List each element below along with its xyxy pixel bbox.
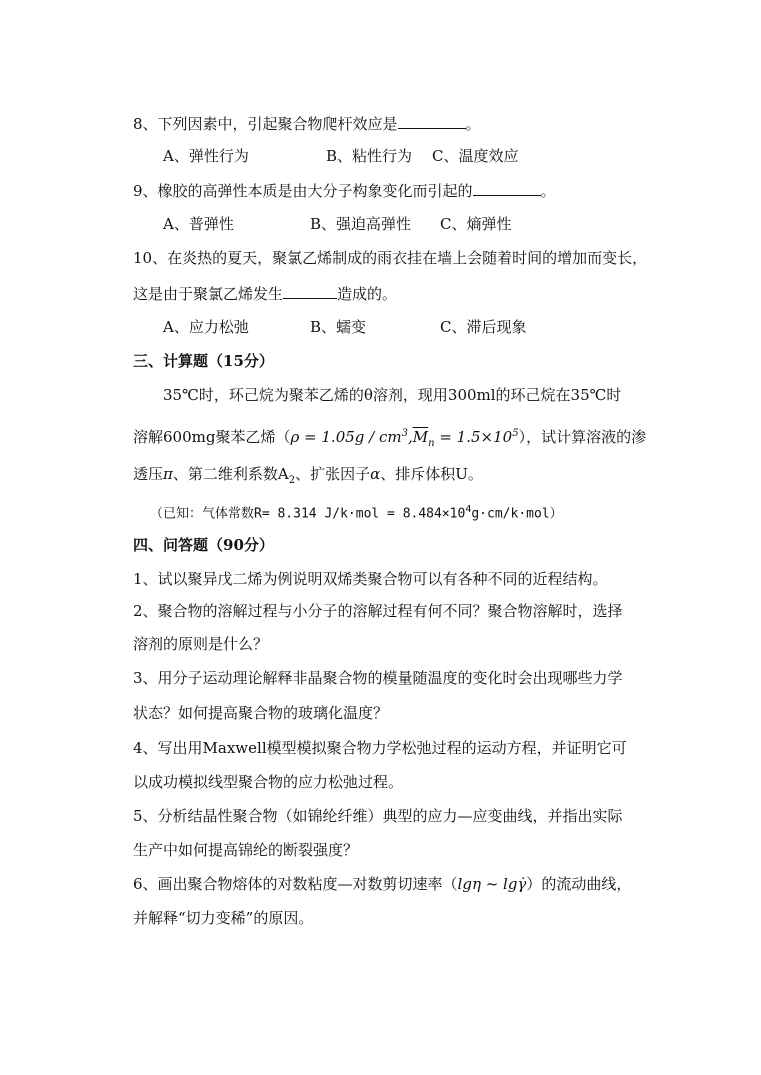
calc-paragraph-line3: 透压π、第二维利系数$A_2$、扩张因子α、排斥体积U。 [133,465,483,486]
option-b: B、强迫高弹性 [310,215,412,233]
qa-question-5: 5、分析结晶性聚合物（如锦纶纤维）典型的应力—应变曲线，并指出实际 [133,807,623,825]
section-heading-qa: 四、问答题（90分） [133,536,274,554]
option-c: C、熵弹性 [440,215,512,233]
option-a: A、应力松弛 [163,318,249,336]
question-10-line2: 这是由于聚氯乙烯发生 造成的。 [133,285,398,303]
question-8: 8、下列因素中，引起聚合物爬杆效应是 。 [133,115,481,133]
qa-question-6: 6、画出聚合物熔体的对数粘度—对数剪切速率（lgη ~ lgγ̇）的流动曲线， [133,875,632,893]
density-formula: $\rho = 1.05g / cm^3,\overline{M}_n = 1.5\times 10^5$ [290,428,519,449]
qa-question-4: 4、写出用Maxwell模型模拟聚合物力学松弛过程的运动方程，并证明它可 [133,739,627,757]
option-b: B、蠕变 [310,318,367,336]
calc-paragraph-line2: 溶解600mg聚苯乙烯$(\rho = 1.05g / cm^3,\overline{M}_n = 1.5\times 10^5)$，试计算溶液的渗 [133,428,647,449]
option-b: B、粘性行为 [326,147,413,165]
answer-blank [473,180,541,196]
question-8-text: 8、下列因素中，引起聚合物爬杆效应是 [133,115,398,133]
known-constants: （已知：气体常数R= 8.314 $J/k\cdot mol = 8.484\times 10^4g\cdot cm/k\cdot mol$） [150,504,563,522]
question-9: 9、橡胶的高弹性本质是由大分子构象变化而引起的 。 [133,182,556,200]
viscosity-shear-formula: lgη ~ lgγ̇ [457,875,527,893]
option-c: C、滞后现象 [440,318,527,336]
option-a: A、普弹性 [163,215,234,233]
expansion-factor-symbol: α [370,465,381,483]
qa-question-2: 2、聚合物的溶解过程与小分子的溶解过程有何不同？聚合物溶解时，选择 [133,602,623,620]
option-a: A、弹性行为 [163,147,249,165]
qa-question-2-cont: 溶剂的原则是什么？ [133,635,269,653]
answer-blank [283,283,337,299]
answer-blank [398,113,466,129]
calc-paragraph-line1: 35℃时，环己烷为聚苯乙烯的θ溶剂，现用300ml的环己烷在35℃时 [163,386,622,404]
qa-question-5-cont: 生产中如何提高锦纶的断裂强度？ [133,841,359,859]
option-c: C、温度效应 [432,147,519,165]
osmotic-pressure-symbol: π [163,465,173,483]
section-heading-calculation: 三、计算题（15分） [133,352,274,370]
qa-question-4-cont: 以成功模拟线型聚合物的应力松弛过程。 [133,773,404,791]
qa-question-3-cont: 状态？如何提高聚合物的玻璃化温度？ [133,704,389,722]
question-10: 10、在炎热的夏天，聚氯乙烯制成的雨衣挂在墙上会随着时间的增加而变长， [133,249,648,267]
question-9-text: 9、橡胶的高弹性本质是由大分子构象变化而引起的 [133,182,473,200]
qa-question-3: 3、用分子运动理论解释非晶聚合物的模量随温度的变化时会出现哪些力学 [133,669,623,687]
qa-question-1: 1、试以聚异戊二烯为例说明双烯类聚合物可以有各种不同的近程结构。 [133,570,608,588]
qa-question-6-cont: 并解释“切力变稀”的原因。 [133,909,314,927]
